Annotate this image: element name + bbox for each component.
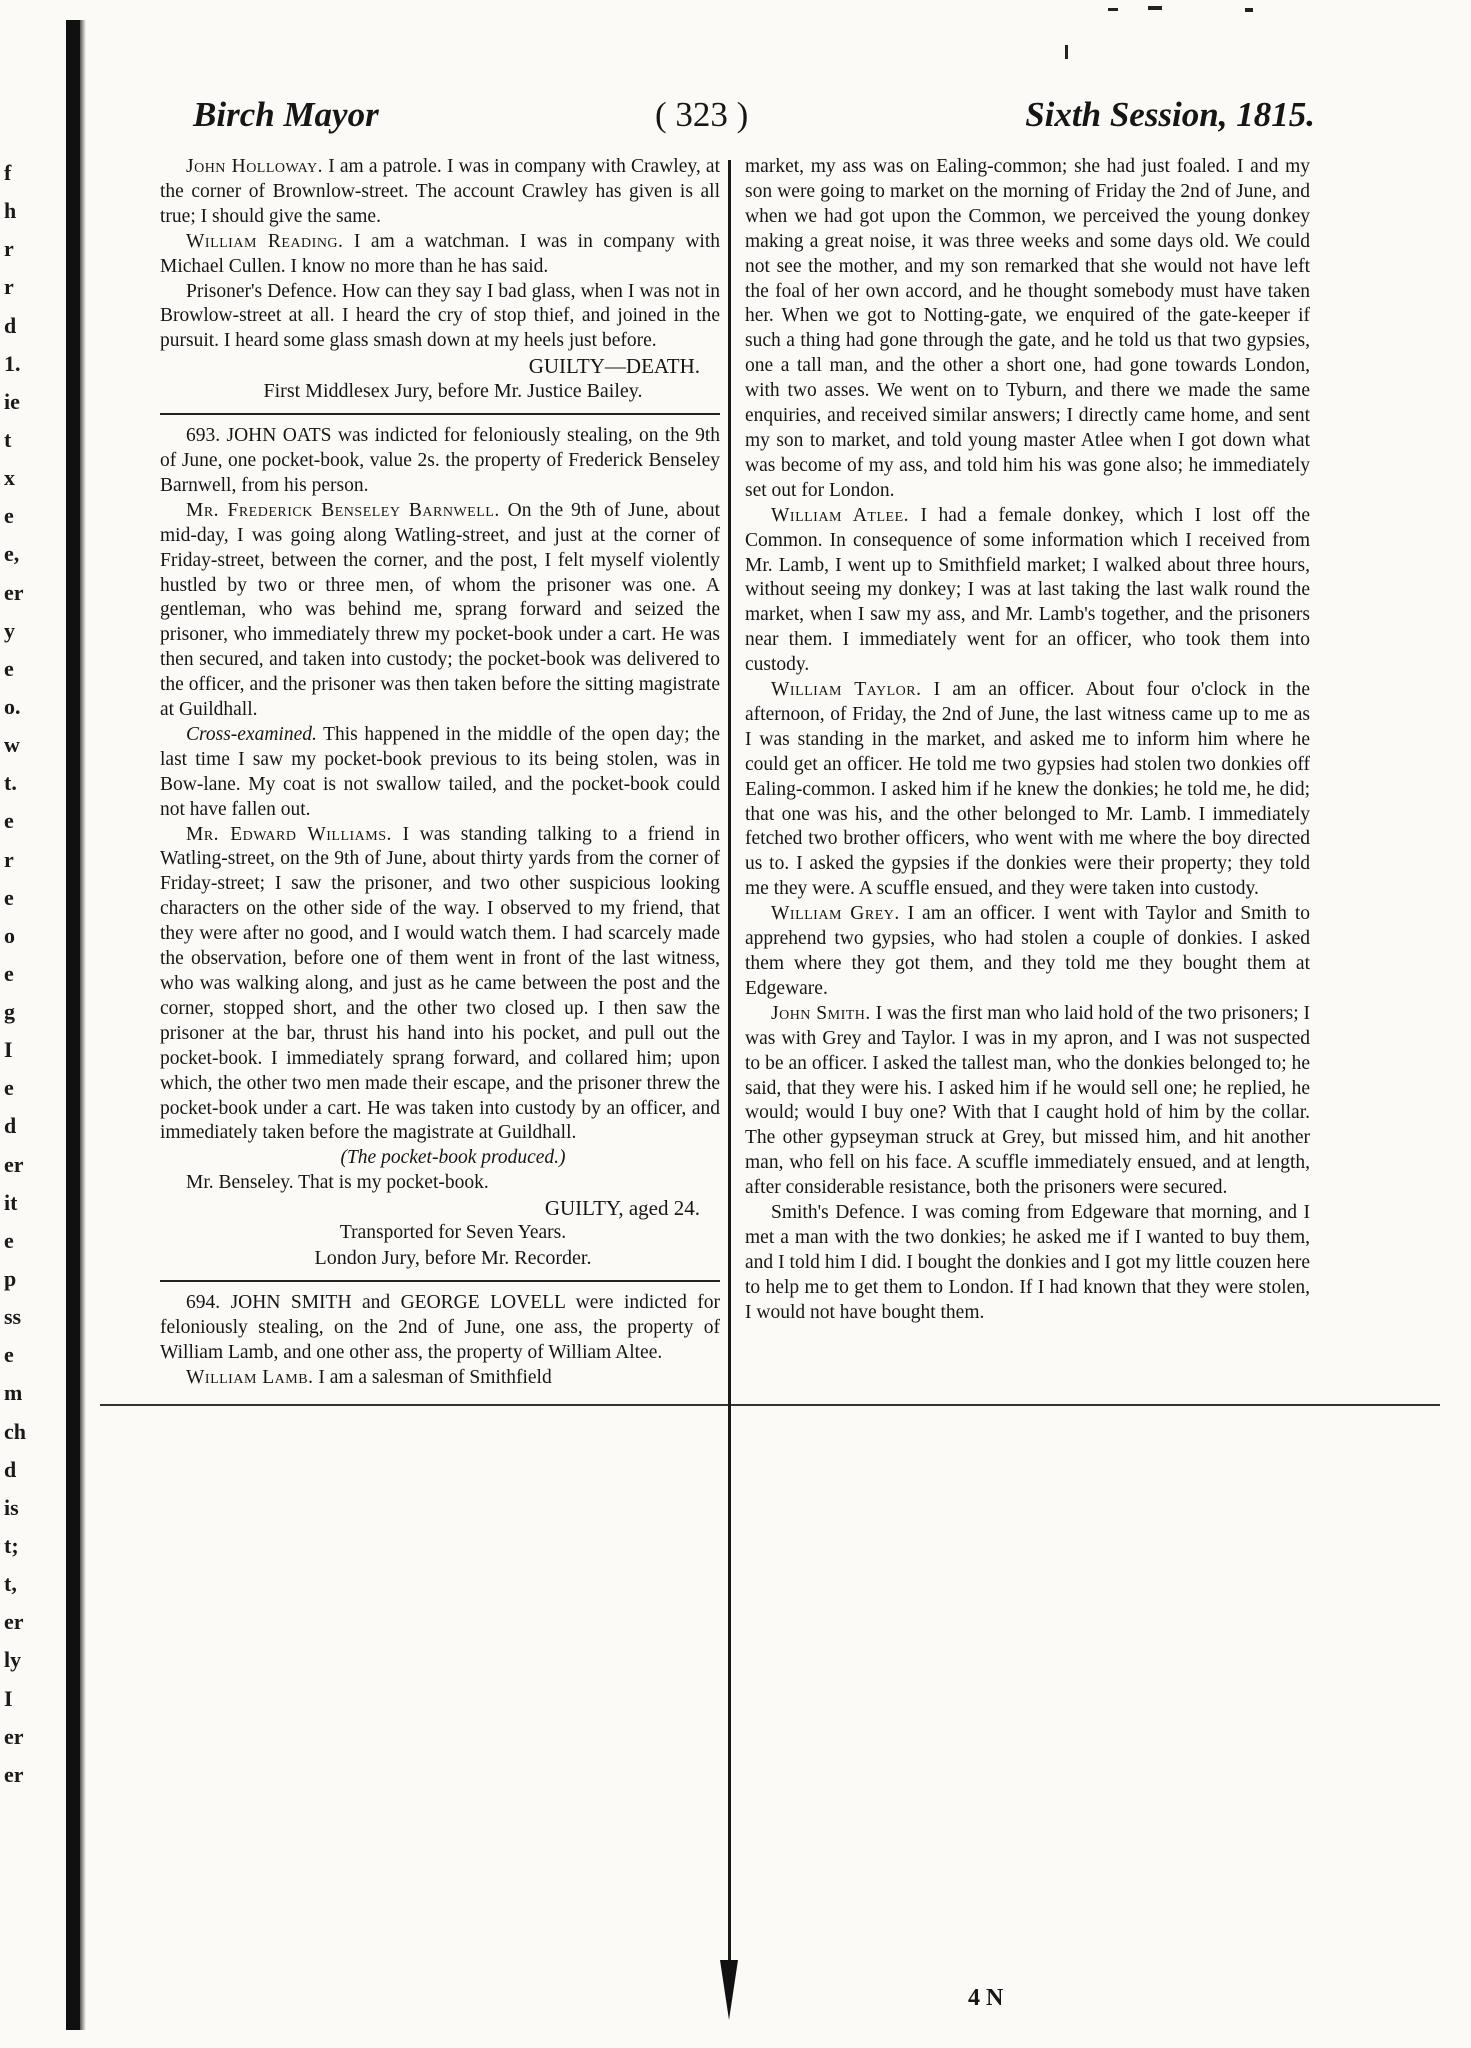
margin-fragment: e	[4, 961, 14, 986]
margin-fragment: p	[4, 1266, 17, 1291]
defence-paragraph: Smith's Defence. I was coming from Edgeware that morning, and I met a man with the two donkies; he asked me if I wanted to buy them, and I told him I did. I bought the donkies and I got my little couzen here to help me to get them to London. If I had known that they were stolen, I would not have bought them.	[745, 1202, 1310, 1323]
margin-fragment: er	[4, 1609, 24, 1634]
testimony-paragraph: Mr. Benseley. That is my pocket-book.	[186, 1172, 489, 1194]
indictment-paragraph	[160, 1291, 720, 1366]
binding-shadow-bar	[66, 20, 80, 2030]
testimony-text: I am an officer. About four o'clock in the afternoon, of Friday, the 2nd of June, the last witness came up to me as I was standing in the market, and asked me to inform him where he could get an officer. He told me two gypsies had stolen two donkies off Ealing-common. I asked him if he knew the donkies; he told me, he did; that one was his, and the other belonged to Mr. Lamb. I immediately fetched two brother officers, who went with me where the boy directed us to. I asked the gypsies if the donkies were their property; they told me they were. A scuffle ensued, and they were taken into custody.	[745, 679, 1311, 900]
testimony-paragraph	[160, 823, 720, 1147]
margin-fragment: o	[4, 923, 15, 948]
margin-fragment: I	[4, 1686, 13, 1711]
verdict: GUILTY, aged 24.	[544, 1196, 700, 1221]
witness-name: William Atlee.	[771, 504, 909, 526]
margin-fragment: h	[4, 198, 17, 223]
margin-fragment: t;	[4, 1533, 19, 1558]
scan-speck	[1245, 8, 1253, 12]
column-rule	[728, 160, 731, 1980]
scan-speck	[1148, 6, 1162, 10]
margin-fragment: er	[4, 1724, 24, 1749]
margin-fragment: d	[4, 1113, 17, 1138]
margin-fragment: r	[4, 274, 14, 299]
scan-speck	[1108, 8, 1118, 11]
header-mayor: Birch Mayor	[193, 95, 379, 134]
margin-fragment: e	[4, 1075, 14, 1100]
testimony-text: I had a female donkey, which I lost off the Common. In consequence of some information which I received from Mr. Lamb, I went up to Smithfield market; I walked about three hours, without seeing my donkey; I was at last taking the last walk round the market, when I saw my ass, and Mr. Lamb's together, and the prisoners near them. I immediately went for an officer, who took them into custody.	[745, 504, 1310, 676]
margin-fragment: y	[4, 618, 15, 643]
margin-fragment: ly	[4, 1647, 22, 1672]
testimony-paragraph	[160, 499, 720, 723]
witness-name: William Reading.	[186, 230, 344, 252]
margin-fragment: r	[4, 236, 14, 261]
margin-fragment: e	[4, 885, 14, 910]
margin-fragment: ch	[4, 1419, 26, 1444]
indictment-text: was indicted for feloniously stealing, on the 9th of June, one pocket-book, value 2s. the property of Frederick Benseley Barnwell, from his person.	[160, 425, 720, 496]
witness-name: William Taylor.	[771, 679, 922, 701]
testimony-text: On the 9th of June, about mid-day, I was going along Watling-street, and just at the corner of Friday-street, between the corner, and the post, I felt myself violently hustled by two or three men, of whom the prisoner was one. A gentleman, who was behind me, sprang forward and seized the prisoner, who immediately threw my pocket-book under a cart. He was then secured, and taken into custody; the pocket-book was delivered to the officer, and the prisoner was then taken before the sitting magistrate at Guildhall.	[160, 499, 720, 721]
testimony-paragraph	[160, 230, 720, 280]
signature-mark: 4 N	[968, 1985, 1004, 2011]
witness-name: John Smith.	[771, 1002, 871, 1024]
case-divider	[160, 413, 720, 415]
margin-fragment: er	[4, 1152, 24, 1177]
margin-fragment: t.	[4, 770, 17, 795]
margin-fragment: w	[4, 732, 20, 757]
margin-fragment: m	[4, 1380, 23, 1405]
scan-fold-line	[100, 1404, 1440, 1406]
margin-fragment: t	[4, 427, 12, 452]
testimony-paragraph	[745, 1002, 1310, 1201]
column-rule-ornament	[720, 1960, 738, 2020]
margin-fragment: er	[4, 1762, 24, 1787]
margin-fragment: e	[4, 656, 14, 681]
exhibit-text: (The pocket-book produced.)	[340, 1147, 566, 1169]
indictment-text: were indicted for feloniously stealing, on the 2nd of June, one ass, the property of William Lamb, and one other ass, the property of William Altee.	[160, 1291, 721, 1363]
witness-name: William Grey.	[771, 903, 900, 925]
case-divider	[160, 1280, 720, 1282]
jury-line: London Jury, before Mr. Recorder.	[314, 1246, 592, 1269]
margin-fragment: f	[4, 160, 12, 185]
testimony-paragraph	[160, 155, 720, 230]
margin-fragment: t,	[4, 1571, 17, 1596]
facing-page-margin-fragments	[0, 160, 40, 1800]
testimony-paragraph	[160, 723, 720, 823]
margin-fragment: d	[4, 313, 17, 338]
margin-fragment: e	[4, 1342, 14, 1367]
testimony-paragraph	[745, 504, 1310, 678]
margin-fragment: o.	[4, 694, 21, 719]
testimony-paragraph	[745, 902, 1310, 1002]
right-column	[745, 155, 1310, 1326]
testimony-text: I am a watchman. I was in company with Michael Cullen. I know no more than he has said.	[160, 230, 720, 277]
testimony-text: This happened in the middle of the open day; the last time I saw my pocket-book previous to its being stolen, was in Bow-lane. My coat is not swallow tailed, and the pocket-book could not have fallen out.	[160, 723, 720, 820]
margin-fragment: d	[4, 1457, 17, 1482]
margin-fragment: e	[4, 503, 14, 528]
case-number-defendant: 694. JOHN SMITH and GEORGE LOVELL	[186, 1291, 566, 1313]
testimony-text: I am a patrole. I was in company with Crawley, at the corner of Brownlow-street. The account Crawley has given is all true; I should give the same.	[160, 156, 720, 227]
witness-name: Mr. Frederick Benseley Barnwell.	[186, 499, 500, 521]
testimony-text: I was the first man who laid hold of the two prisoners; I was with Grey and Taylor. I was in my apron, and I was not suspected to be an officer. I asked the tallest man, who the donkies belonged to; he said, that they were his. I asked him if he would sell one; he replied, he would; would I buy one? With that I caught hold of him by the collar. The other gypseyman struck at Grey, but missed him, and hit another man, who fell on his face. A scuffle immediately ensued, and at length, after considerable resistance, both the prisoners were secured.	[745, 1002, 1311, 1199]
case-number-defendant: 693. JOHN OATS	[186, 425, 332, 447]
header-session: Sixth Session, 1815.	[1025, 95, 1315, 134]
page-number: ( 323 )	[655, 95, 749, 134]
margin-fragment: ie	[4, 389, 20, 414]
margin-fragment: r	[4, 847, 14, 872]
testimony-paragraph	[745, 678, 1310, 902]
margin-fragment: e	[4, 808, 14, 833]
margin-fragment: it	[4, 1190, 18, 1215]
margin-fragment: g	[4, 999, 15, 1024]
running-header	[185, 95, 1315, 145]
margin-fragment: ss	[4, 1304, 22, 1329]
margin-fragment: I	[4, 1037, 13, 1062]
margin-fragment: e	[4, 1228, 14, 1253]
exhibit-produced-note	[160, 1146, 720, 1171]
margin-fragment: is	[4, 1495, 19, 1520]
margin-fragment: 1.	[4, 351, 21, 376]
margin-fragment: x	[4, 465, 15, 490]
testimony-text: I was standing talking to a friend in Watling-street, on the 9th of June, about thirty yards from the corner of Friday-street; I saw the prisoner, and two other suspicious looking characters on the other side of the way. I observed to my friend, that they were after no good, and I would watch them. I had scarcely made the observation, before one of them went in front of the last witness, who was walking along, and just as he came between the post and the corner, stopped short, and the other two closed up. I then saw the prisoner at the bar, thrust his hand into his pocket, and pull out the pocket-book. I immediately sprang forward, and collared him; upon which, the other two men made their escape, and the prisoner threw the pocket-book under a cart. He was taken into custody by an officer, and immediately taken before the magistrate at Guildhall.	[160, 823, 721, 1144]
verdict: GUILTY—DEATH.	[528, 354, 700, 379]
testimony-continued: market, my ass was on Ealing-common; she had just foaled. I and my son were going to market on the morning of Friday the 2nd of June, and when we had got upon the Common, we perceived the young donkey making a great noise, it was three weeks and some days old. We could not see the mother, and my son remarked that she would not have left the foal of her own accord, and he thought somebody must have taken her. When we got to Notting-gate, we enquired of the gate-keeper if such a thing had gone through the gate, and he told us that two gypsies, one a tall man, and the other a short one, had gone towards London, with two asses. We went on to Tyburn, and there we made the same enquiries, and received similar answers; I directly came home, and sent my son to market, and told young master Atlee when I got down what was become of my ass, and told him his was gone also; he immediately set out for London.	[745, 156, 1310, 501]
scan-speck	[1065, 45, 1068, 59]
cross-examined-label: Cross-examined.	[186, 723, 317, 745]
left-column	[160, 155, 720, 1391]
margin-fragment: er	[4, 580, 24, 605]
binding-gradient	[80, 20, 86, 2030]
defence-paragraph: Prisoner's Defence. How can they say I bad glass, when I was not in Browlow-street at all. I heard the cry of stop thief, and joined in the pursuit. I heard some glass smash down at my heels just before.	[160, 280, 720, 352]
indictment-paragraph	[160, 424, 720, 499]
witness-name: John Holloway.	[186, 156, 323, 177]
testimony-paragraph	[160, 1366, 720, 1391]
witness-name: William Lamb.	[186, 1366, 314, 1388]
sentence: Transported for Seven Years.	[339, 1222, 567, 1244]
testimony-text: I am an officer. I went with Taylor and Smith to apprehend two gypsies, who had stolen a couple of donkies. I asked them where they got them, and they told me they bought them at Edgeware.	[745, 903, 1310, 999]
jury-line: First Middlesex Jury, before Mr. Justice Bailey.	[263, 380, 643, 403]
witness-name: Mr. Edward Williams.	[186, 823, 392, 845]
margin-fragment: e,	[4, 541, 20, 566]
testimony-text: I am a salesman of Smithfield	[318, 1366, 552, 1388]
